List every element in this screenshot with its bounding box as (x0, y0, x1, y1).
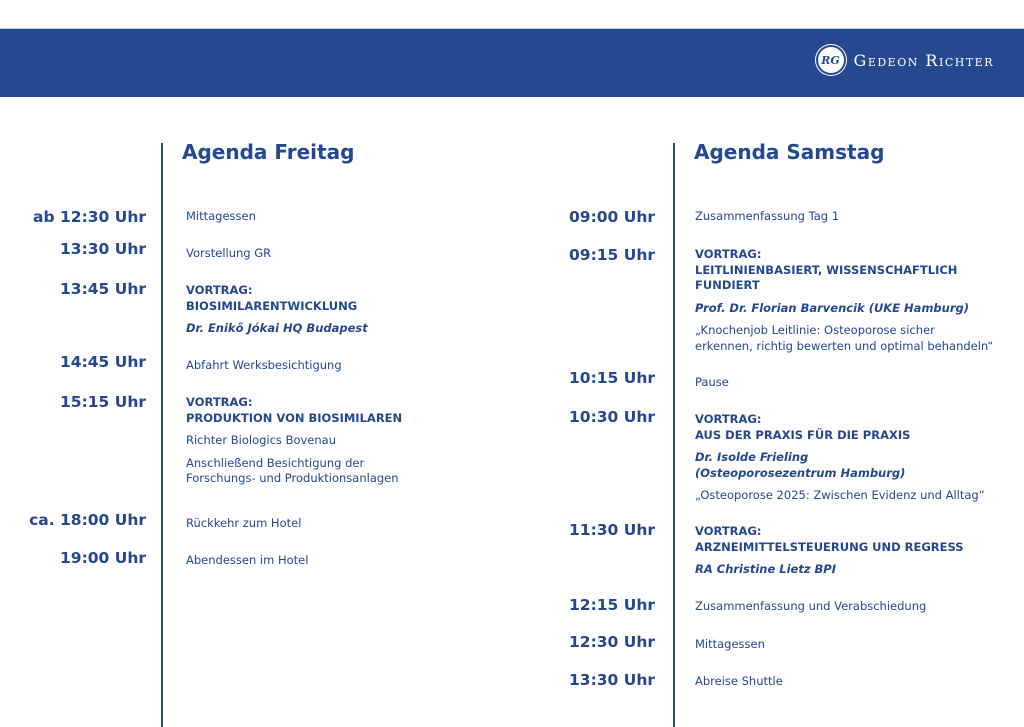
agenda-item (186, 358, 476, 374)
item-text: Rückkehr zum Hotel (186, 516, 302, 530)
item-text: Vorstellung GR (186, 246, 272, 260)
talk-speaker-line: Dr. Isolde Frieling (695, 450, 809, 464)
item-text-line: Forschungs- und Produktionsanlagen (186, 471, 399, 485)
time-label: 13:45 Uhr (60, 280, 146, 298)
talk-label: VORTRAG: (186, 283, 253, 297)
rg-logo-icon: RG (818, 47, 844, 73)
item-text: Abfahrt Werksbesichtigung (186, 358, 342, 372)
talk-heading: AUS DER PRAXIS FÜR DIE PRAXIS (695, 427, 911, 442)
agenda-item (695, 375, 995, 391)
item-text: Mittagessen (186, 209, 256, 223)
talk-quote-line: „Knochenjob Leitlinie: Osteoporose sicher (695, 323, 935, 337)
time-label: 11:30 Uhr (569, 521, 655, 539)
time-label: 13:30 Uhr (569, 671, 655, 689)
talk-quote: „Osteoporose 2025: Zwischen Evidenz und Alltag“ (695, 488, 985, 502)
talk-speaker: Prof. Dr. Florian Barvencik (UKE Hamburg) (695, 300, 970, 315)
talk-label: VORTRAG: (695, 247, 762, 261)
talk-heading: FUNDIERT (695, 278, 760, 292)
brand-logo (818, 47, 994, 73)
talk-heading: LEITLINIENBASIERT, WISSENSCHAFTLICH (695, 262, 958, 277)
talk-speaker: RA Christine Lietz BPI (695, 562, 837, 576)
brand-name: Gedeon Richter (853, 50, 994, 70)
time-label: 12:30 Uhr (569, 633, 655, 651)
talk-label: VORTRAG: (695, 412, 762, 426)
header-bar (0, 29, 1024, 97)
agenda-talk (695, 412, 995, 504)
item-text: Abendessen im Hotel (186, 553, 309, 567)
item-text: Mittagessen (695, 637, 765, 651)
agenda-item (186, 246, 476, 262)
agenda-item (695, 599, 995, 615)
agenda-item (186, 553, 476, 569)
agenda-talk (695, 524, 995, 578)
item-text (186, 456, 476, 487)
agenda-item (186, 209, 476, 225)
talk-label: VORTRAG: (695, 524, 762, 538)
item-text: Zusammenfassung Tag 1 (695, 209, 840, 223)
time-label: 10:30 Uhr (569, 408, 655, 426)
page-title-friday: Agenda Freitag (182, 140, 355, 164)
item-text-line: Anschließend Besichtigung der (186, 455, 365, 470)
agenda-talk (186, 395, 476, 487)
time-label: 19:00 Uhr (60, 549, 146, 567)
agenda-item (695, 209, 995, 225)
talk-heading: ARZNEIMITTELSTEUERUNG UND REGRESS (695, 539, 964, 554)
time-label: 13:30 Uhr (60, 240, 146, 258)
agenda-talk (186, 283, 476, 337)
agenda-item (186, 516, 476, 532)
item-text: Zusammenfassung und Verabschiedung (695, 599, 927, 613)
time-label: ca. 18:00 Uhr (29, 511, 146, 529)
item-text: Richter Biologics Bovenau (186, 433, 337, 447)
item-text: Abreise Shuttle (695, 674, 783, 688)
page-title-saturday: Agenda Samstag (694, 140, 885, 164)
agenda-item (695, 637, 995, 653)
saturday-timeline-line (673, 143, 675, 727)
talk-heading: PRODUKTION VON BIOSIMILAREN (186, 410, 403, 425)
time-label: 09:00 Uhr (569, 208, 655, 226)
friday-timeline-line (161, 143, 163, 727)
talk-speaker (695, 450, 995, 481)
agenda-item (695, 674, 995, 690)
time-label: 15:15 Uhr (60, 393, 146, 411)
time-label: 12:15 Uhr (569, 596, 655, 614)
talk-quote-line: erkennen, richtig bewerten und optimal behandeln“ (695, 338, 994, 353)
talk-speaker: Dr. Enikő Jókai HQ Budapest (186, 321, 368, 335)
item-text: Pause (695, 375, 729, 389)
talk-heading: BIOSIMILARENTWICKLUNG (186, 298, 358, 313)
agenda-talk (695, 247, 995, 354)
time-label: ab 12:30 Uhr (33, 208, 146, 226)
talk-quote (695, 323, 995, 354)
talk-label: VORTRAG: (186, 395, 253, 409)
time-label: 10:15 Uhr (569, 369, 655, 387)
talk-speaker-line: (Osteoporosezentrum Hamburg) (695, 465, 906, 480)
time-label: 14:45 Uhr (60, 353, 146, 371)
time-label: 09:15 Uhr (569, 246, 655, 264)
